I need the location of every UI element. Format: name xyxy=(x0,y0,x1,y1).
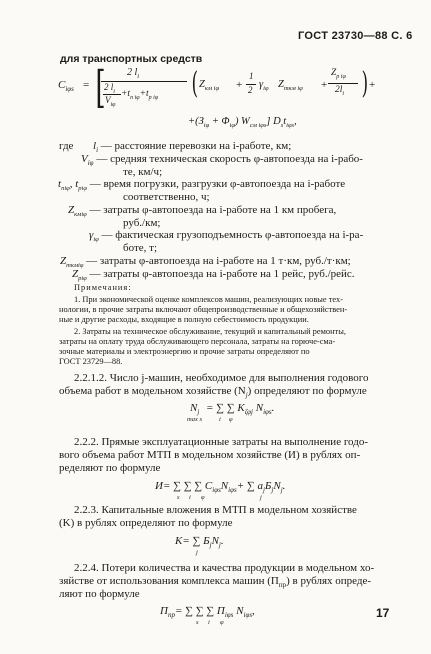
def-zkm: $Z_{кмi\varphi}$ — затраты φ-автопоезда на i-работе на 1 км пробега, xyxy=(68,204,337,219)
f1-open-bracket: [ xyxy=(95,62,106,113)
def-zkm-cont: руб./км; xyxy=(123,217,161,229)
f2-under: max s xyxy=(187,416,202,423)
note-line: ные и другие расходы, входящие в полную себестоимость продукции. xyxy=(59,315,309,324)
f1-tail-den: $+t_{п i\varphi}+t_{р i\varphi}$ xyxy=(121,89,159,101)
p-222-line2: вого объема работ МТП в модельном хозяйстве (И) в рублях оп- xyxy=(59,449,361,461)
def-zr: $Z_{рi\varphi}$ — затраты φ-автопоезда на i-работе на 1 рейс, руб./рейс. xyxy=(72,268,355,283)
note-line: нологии, в прочие затраты включают общепроизводственные и общехозяйствен- xyxy=(59,305,348,314)
f1-outer-num: 2 $l_i$ xyxy=(127,67,140,80)
note-line: ГОСТ 23729—88. xyxy=(59,357,123,366)
p-223-line1: 2.2.3. Капитальные вложения в МТП в модельном хозяйстве xyxy=(74,504,357,516)
f1-z-km: $Z_{км i\varphi}$ xyxy=(199,79,220,93)
note-line: 1. При экономической оценке комплексов машин, реализующих новые тех- xyxy=(74,295,343,304)
def-t-cont: соответственно, ч; xyxy=(123,191,210,203)
note-line: зочные материалы и электроэнергию и прочие затраты определяют по xyxy=(59,347,310,356)
def-ztkm: $Z_{ткмi\varphi}$ — затраты φ-автопоезда на i-работе на 1 т·км, руб./т·км; xyxy=(60,255,351,270)
f1-equals: = xyxy=(83,79,90,91)
p-224-line3: ляют по формуле xyxy=(59,588,140,600)
f1-inner-num: 2 $l_i$ xyxy=(104,82,115,95)
def-li: $l_i$ — расстояние перевозки на i-работе, км; xyxy=(93,140,292,155)
document-header: ГОСТ 23730—88 С. 6 xyxy=(298,30,413,42)
f1-inner-den: $V_{i\varphi}$ xyxy=(105,95,116,108)
f1-z-tkm: $Z_{ткм i\varphi}$ xyxy=(278,79,303,93)
def-v-cont: те, км/ч; xyxy=(123,166,163,178)
def-v: $V_{i\varphi}$ — средняя техническая скорость φ-автопоезда на i-рабо- xyxy=(81,153,363,168)
page-number: 17 xyxy=(376,606,390,620)
note-line: 2. Затраты на техническое обслуживание, текущий и капитальный ремонты, xyxy=(74,327,346,336)
def-where: где xyxy=(59,140,74,152)
notes-title: Примечания: xyxy=(74,283,132,292)
p-222-line3: ределяют по формуле xyxy=(59,462,161,474)
f1-lhs: $C_{i\varphi s}$ xyxy=(58,79,74,94)
def-gamma: $\gamma_{i\varphi}$ — фактическая грузоподъемность φ-автопоезда на i-ра- xyxy=(89,229,364,244)
def-t: $t_{пi\varphi}$, $t_{рi\varphi}$ — время погрузки, разгрузки φ-автопоезда на i-работе xyxy=(58,178,346,193)
p-222-line1: 2.2.2. Прямые эксплуатационные затраты на выполнение годо- xyxy=(74,436,369,448)
def-gamma-cont: боте, т; xyxy=(123,242,158,254)
f1-close-paren: ) xyxy=(361,66,369,101)
f1-open-paren: ( xyxy=(191,66,199,101)
p-224-line2: зяйстве от использования комплекса машин $(П_{пр})$ в рублях опреде- xyxy=(59,575,372,590)
f1-2l: $2l_i$ xyxy=(335,85,345,97)
f1-line2: $+(З_{i\varphi} + \Phi_{i\varphi})$ $W_{см i\varphi s}$] $D_st_{i\varphi s}$, xyxy=(188,116,297,130)
p-2212-line1: 2.2.1.2. Число j-машин, необходимое для выполнения годового xyxy=(74,372,369,384)
p-224-line1: 2.2.4. Потери количества и качества продукции в модельном хо- xyxy=(74,562,375,574)
f1-gamma: $\gamma_{i\varphi}$ xyxy=(259,79,269,93)
f1-half-den: 2 xyxy=(248,85,253,95)
f1-z-r: $Z_{р i\varphi}$ xyxy=(331,68,346,80)
p-2212-line2: объема работ в модельном хозяйстве $(N_j)$ определяют по формуле xyxy=(59,385,367,400)
p-223-line2: (K) в рублях определяют по формуле xyxy=(59,517,233,529)
f1-half-num: 1 xyxy=(249,71,254,81)
section-title: для транспортных средств xyxy=(60,53,203,65)
note-line: затраты на оплату труда обслуживающего персонала, затраты на горюче-сма- xyxy=(59,337,336,346)
